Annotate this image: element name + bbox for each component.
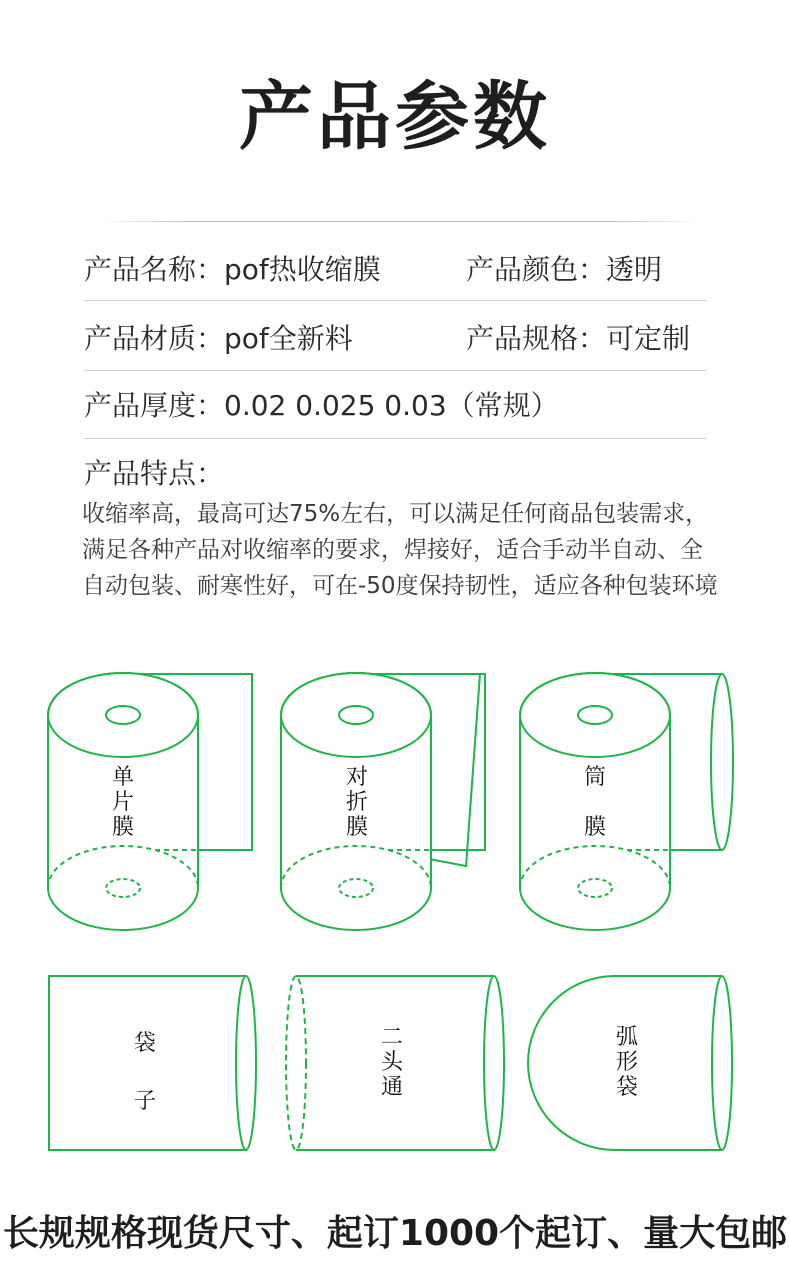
diagram-label: 袋 <box>615 1075 639 1100</box>
diagram-label: 二 <box>380 1025 404 1050</box>
divider <box>84 370 706 371</box>
diagram-label: 弧 <box>615 1025 639 1050</box>
param-name: 产品名称：pof热收缩膜 <box>84 253 381 286</box>
diagram-label: 膜 <box>583 815 607 840</box>
param-thickness: 产品厚度：0.02 0.025 0.03（常规） <box>84 389 559 422</box>
divider <box>84 300 706 301</box>
film-type-diagrams <box>0 660 790 1170</box>
diagram-label: 单 <box>111 765 135 790</box>
page-title: 产品参数 <box>239 74 551 160</box>
divider <box>84 438 706 439</box>
diagram-label: 通 <box>380 1075 404 1100</box>
divider-top <box>100 221 700 222</box>
param-spec: 产品规格：可定制 <box>466 322 691 355</box>
param-color: 产品颜色：透明 <box>466 253 663 286</box>
diagram-label: 膜 <box>345 815 369 840</box>
features-label: 产品特点： <box>84 457 225 490</box>
diagram-label: 头 <box>380 1050 404 1075</box>
diagram-label: 膜 <box>111 815 135 840</box>
param-material: 产品材质：pof全新料 <box>84 322 353 355</box>
diagram-label: 片 <box>111 790 135 815</box>
diagram-label: 袋 <box>133 1031 157 1056</box>
diagram-label: 筒 <box>583 765 607 790</box>
diagram-single-sheet-roll <box>48 673 252 930</box>
footer-note: 长规规格现货尺寸、起订1000个起订、量大包邮 <box>2 1213 788 1254</box>
diagram-label: 子 <box>133 1089 157 1114</box>
diagram-folded-film-roll <box>281 673 485 930</box>
features-text: 收缩率高，最高可达75%左右，可以满足任何商品包装需求，满足各种产品对收缩率的要求，焊接好，适合手动半自动、全自动包装、耐寒性好，可在-50度保持韧性，适应各种包装环境 <box>82 501 718 599</box>
diagram-label: 对 <box>345 765 369 790</box>
diagram-label: 形 <box>615 1050 639 1075</box>
diagram-label: 折 <box>345 790 369 815</box>
diagram-bag <box>49 976 256 1150</box>
diagram-tube-film-roll <box>520 673 733 930</box>
